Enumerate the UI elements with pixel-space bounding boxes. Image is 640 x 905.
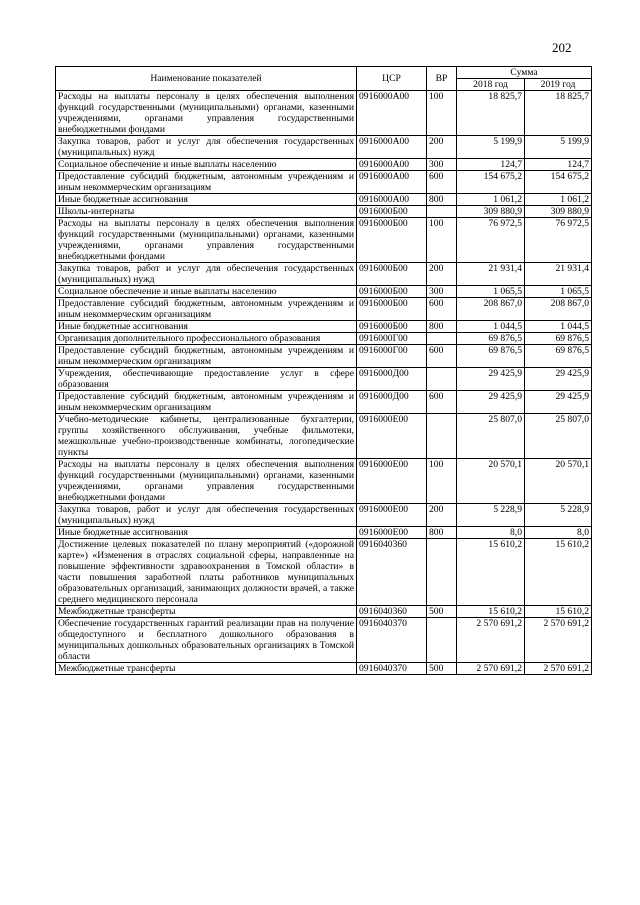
row-sum-2018: 29 425,9 bbox=[457, 391, 525, 414]
table-row bbox=[56, 206, 592, 218]
table-header bbox=[56, 67, 592, 91]
row-sum-2019: 2 570 691,2 bbox=[525, 663, 592, 675]
row-vr: 300 bbox=[427, 286, 457, 298]
row-name: Предоставление субсидий бюджетным, автономным учреждениям и иным некоммерческим организациям bbox=[56, 298, 357, 321]
row-sum-2019: 29 425,9 bbox=[525, 368, 592, 391]
row-sum-2018: 208 867,0 bbox=[457, 298, 525, 321]
row-code: 0916000А00 bbox=[357, 136, 427, 159]
table-row bbox=[56, 345, 592, 368]
table-row bbox=[56, 159, 592, 171]
table-row bbox=[56, 263, 592, 286]
row-vr: 300 bbox=[427, 159, 457, 171]
table-row bbox=[56, 459, 592, 504]
row-name: Школы-интернаты bbox=[56, 206, 357, 218]
row-name: Межбюджетные трансферты bbox=[56, 663, 357, 675]
row-name: Расходы на выплаты персоналу в целях обеспечения выполнения функций государственными (муниципальными) органами, казенными учреждениями, органами управления государственными внебюджетными фондами bbox=[56, 218, 357, 263]
row-sum-2019: 21 931,4 bbox=[525, 263, 592, 286]
row-vr: 800 bbox=[427, 321, 457, 333]
row-vr bbox=[427, 539, 457, 606]
table-row bbox=[56, 286, 592, 298]
row-code: 0916000Б00 bbox=[357, 206, 427, 218]
row-name: Предоставление субсидий бюджетным, автономным учреждениям и иным некоммерческим организациям bbox=[56, 171, 357, 194]
row-sum-2018: 20 570,1 bbox=[457, 459, 525, 504]
row-sum-2019: 5 199,9 bbox=[525, 136, 592, 159]
row-vr bbox=[427, 368, 457, 391]
table-row bbox=[56, 391, 592, 414]
row-sum-2019: 25 807,0 bbox=[525, 414, 592, 459]
table-row bbox=[56, 298, 592, 321]
row-sum-2019: 1 065,5 bbox=[525, 286, 592, 298]
table-row bbox=[56, 321, 592, 333]
row-name: Иные бюджетные ассигнования bbox=[56, 527, 357, 539]
row-sum-2018: 69 876,5 bbox=[457, 345, 525, 368]
row-code: 0916000А00 bbox=[357, 91, 427, 136]
row-code: 0916000Б00 bbox=[357, 286, 427, 298]
row-name: Иные бюджетные ассигнования bbox=[56, 194, 357, 206]
row-sum-2019: 8,0 bbox=[525, 527, 592, 539]
row-code: 0916000А00 bbox=[357, 171, 427, 194]
table-row bbox=[56, 539, 592, 606]
row-code: 0916000Е00 bbox=[357, 459, 427, 504]
row-name: Закупка товаров, работ и услуг для обеспечения государственных (муниципальных) нужд bbox=[56, 263, 357, 286]
budget-table bbox=[55, 66, 592, 675]
row-code: 0916000Г00 bbox=[357, 345, 427, 368]
row-sum-2018: 15 610,2 bbox=[457, 606, 525, 618]
row-vr: 100 bbox=[427, 91, 457, 136]
row-code: 0916040360 bbox=[357, 606, 427, 618]
row-sum-2018: 5 228,9 bbox=[457, 504, 525, 527]
row-vr: 600 bbox=[427, 298, 457, 321]
row-sum-2018: 5 199,9 bbox=[457, 136, 525, 159]
row-code: 0916000Г00 bbox=[357, 333, 427, 345]
row-name: Учебно-методические кабинеты, централизованные бухгалтерии, группы хозяйственного обслуживания, учебные фильмотеки, межшкольные учебно-производственные комбинаты, логопедические пункты bbox=[56, 414, 357, 459]
row-vr: 600 bbox=[427, 345, 457, 368]
table-row bbox=[56, 218, 592, 263]
row-sum-2019: 154 675,2 bbox=[525, 171, 592, 194]
row-sum-2018: 8,0 bbox=[457, 527, 525, 539]
row-name: Организация дополнительного профессионального образования bbox=[56, 333, 357, 345]
row-name: Иные бюджетные ассигнования bbox=[56, 321, 357, 333]
row-sum-2019: 15 610,2 bbox=[525, 606, 592, 618]
row-sum-2019: 309 880,9 bbox=[525, 206, 592, 218]
table-row bbox=[56, 136, 592, 159]
row-name: Учреждения, обеспечивающие предоставление услуг в сфере образования bbox=[56, 368, 357, 391]
row-name: Обеспечение государственных гарантий реализации прав на получение общедоступного и бесплатного дошкольного образования в муниципальных дошкольных образовательных организациях в Томской области bbox=[56, 618, 357, 663]
row-sum-2018: 1 044,5 bbox=[457, 321, 525, 333]
row-code: 0916040360 bbox=[357, 539, 427, 606]
row-sum-2018: 2 570 691,2 bbox=[457, 663, 525, 675]
row-code: 0916000Б00 bbox=[357, 218, 427, 263]
row-vr: 500 bbox=[427, 606, 457, 618]
row-sum-2018: 29 425,9 bbox=[457, 368, 525, 391]
table-row bbox=[56, 618, 592, 663]
row-sum-2018: 1 061,2 bbox=[457, 194, 525, 206]
row-sum-2019: 69 876,5 bbox=[525, 333, 592, 345]
row-sum-2018: 69 876,5 bbox=[457, 333, 525, 345]
row-code: 0916000А00 bbox=[357, 194, 427, 206]
table-row bbox=[56, 663, 592, 675]
header-name: Наименование показателей bbox=[56, 67, 357, 91]
table-row bbox=[56, 414, 592, 459]
row-vr: 200 bbox=[427, 504, 457, 527]
row-sum-2019: 76 972,5 bbox=[525, 218, 592, 263]
table-row bbox=[56, 368, 592, 391]
row-vr: 200 bbox=[427, 263, 457, 286]
row-sum-2019: 20 570,1 bbox=[525, 459, 592, 504]
header-year-2019: 2019 год bbox=[525, 79, 592, 91]
table-row bbox=[56, 504, 592, 527]
row-sum-2019: 5 228,9 bbox=[525, 504, 592, 527]
row-sum-2018: 21 931,4 bbox=[457, 263, 525, 286]
page-number: 202 bbox=[552, 40, 572, 55]
row-sum-2019: 2 570 691,2 bbox=[525, 618, 592, 663]
row-vr: 100 bbox=[427, 218, 457, 263]
row-name: Предоставление субсидий бюджетным, автономным учреждениям и иным некоммерческим организациям bbox=[56, 345, 357, 368]
row-code: 0916040370 bbox=[357, 663, 427, 675]
row-code: 0916000Д00 bbox=[357, 368, 427, 391]
row-sum-2019: 69 876,5 bbox=[525, 345, 592, 368]
header-sum: Сумма bbox=[457, 67, 592, 79]
row-sum-2019: 1 044,5 bbox=[525, 321, 592, 333]
row-sum-2019: 15 610,2 bbox=[525, 539, 592, 606]
row-sum-2018: 18 825,7 bbox=[457, 91, 525, 136]
row-code: 0916000Д00 bbox=[357, 391, 427, 414]
row-sum-2019: 208 867,0 bbox=[525, 298, 592, 321]
table-row bbox=[56, 527, 592, 539]
row-vr: 600 bbox=[427, 171, 457, 194]
row-name: Социальное обеспечение и иные выплаты населению bbox=[56, 159, 357, 171]
row-sum-2019: 29 425,9 bbox=[525, 391, 592, 414]
row-name: Закупка товаров, работ и услуг для обеспечения государственных (муниципальных) нужд bbox=[56, 504, 357, 527]
row-vr bbox=[427, 333, 457, 345]
row-vr: 200 bbox=[427, 136, 457, 159]
row-sum-2018: 1 065,5 bbox=[457, 286, 525, 298]
row-code: 0916000Е00 bbox=[357, 414, 427, 459]
row-vr: 500 bbox=[427, 663, 457, 675]
table-row bbox=[56, 171, 592, 194]
row-sum-2018: 25 807,0 bbox=[457, 414, 525, 459]
row-vr: 100 bbox=[427, 459, 457, 504]
table-row bbox=[56, 606, 592, 618]
row-sum-2019: 1 061,2 bbox=[525, 194, 592, 206]
row-code: 0916000А00 bbox=[357, 159, 427, 171]
row-vr bbox=[427, 414, 457, 459]
row-name: Межбюджетные трансферты bbox=[56, 606, 357, 618]
row-code: 0916000Б00 bbox=[357, 298, 427, 321]
row-sum-2018: 154 675,2 bbox=[457, 171, 525, 194]
row-sum-2018: 309 880,9 bbox=[457, 206, 525, 218]
row-name: Расходы на выплаты персоналу в целях обеспечения выполнения функций государственными (муниципальными) органами, казенными учреждениями, органами управления государственными внебюджетными фондами bbox=[56, 91, 357, 136]
row-name: Расходы на выплаты персоналу в целях обеспечения выполнения функций государственными (муниципальными) органами, казенными учреждениями, органами управления государственными внебюджетными фондами bbox=[56, 459, 357, 504]
row-code: 0916000Е00 bbox=[357, 504, 427, 527]
row-code: 0916000Б00 bbox=[357, 321, 427, 333]
row-code: 0916000Б00 bbox=[357, 263, 427, 286]
row-code: 0916040370 bbox=[357, 618, 427, 663]
row-sum-2019: 18 825,7 bbox=[525, 91, 592, 136]
row-sum-2018: 124,7 bbox=[457, 159, 525, 171]
row-name: Достижение целевых показателей по плану мероприятий («дорожной карте») «Изменения в отраслях социальной сферы, направленные на повышение эффективности здравоохранения в Томской области» в части повышения заработной платы работников муниципальных образовательных организаций, занимающих должности врачей, а также среднего медицинского персонала bbox=[56, 539, 357, 606]
table-body bbox=[56, 91, 592, 675]
row-vr: 600 bbox=[427, 391, 457, 414]
header-code: ЦСР bbox=[357, 67, 427, 91]
table-row bbox=[56, 194, 592, 206]
row-vr: 800 bbox=[427, 527, 457, 539]
header-year-2018: 2018 год bbox=[457, 79, 525, 91]
row-name: Социальное обеспечение и иные выплаты населению bbox=[56, 286, 357, 298]
table-row bbox=[56, 91, 592, 136]
row-sum-2019: 124,7 bbox=[525, 159, 592, 171]
table-row bbox=[56, 333, 592, 345]
row-sum-2018: 15 610,2 bbox=[457, 539, 525, 606]
row-sum-2018: 76 972,5 bbox=[457, 218, 525, 263]
row-sum-2018: 2 570 691,2 bbox=[457, 618, 525, 663]
row-code: 0916000Е00 bbox=[357, 527, 427, 539]
row-name: Предоставление субсидий бюджетным, автономным учреждениям и иным некоммерческим организациям bbox=[56, 391, 357, 414]
row-name: Закупка товаров, работ и услуг для обеспечения государственных (муниципальных) нужд bbox=[56, 136, 357, 159]
header-vr: ВР bbox=[427, 67, 457, 91]
row-vr bbox=[427, 206, 457, 218]
row-vr bbox=[427, 618, 457, 663]
row-vr: 800 bbox=[427, 194, 457, 206]
